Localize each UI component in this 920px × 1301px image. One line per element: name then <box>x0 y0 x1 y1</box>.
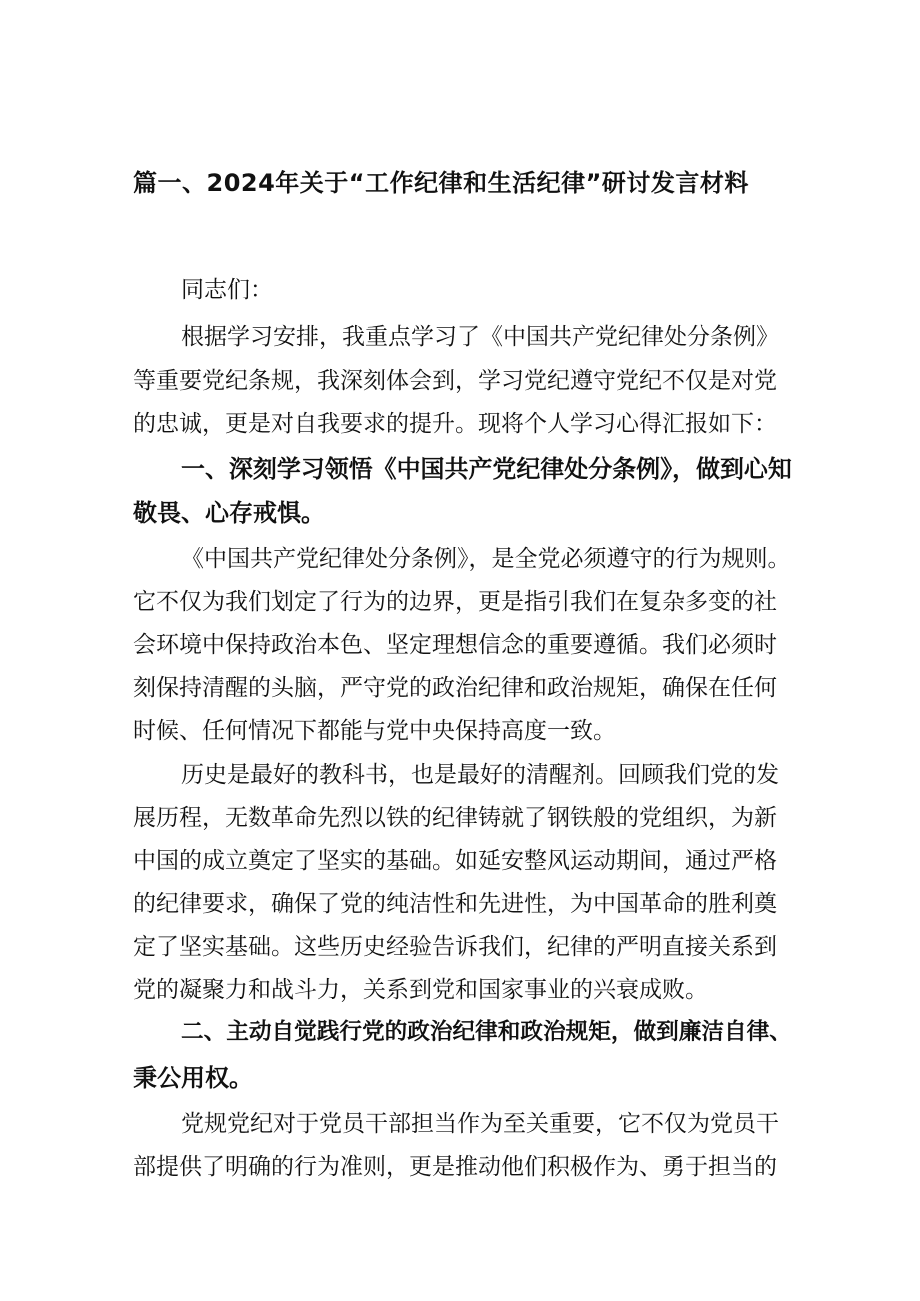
intro-line: 等重要党纪条规，我深刻体会到，学习党纪遵守党纪不仅是对党 <box>133 368 777 394</box>
body-line: 党的凝聚力和战斗力，关系到党和国家事业的兴衰成败。 <box>133 977 708 1003</box>
section-heading-2: 二、主动自觉践行党的政治纪律和政治规矩，做到廉洁自律、 <box>181 1019 792 1045</box>
body-line: 部提供了明确的行为准则，更是推动他们积极作为、勇于担当的 <box>133 1154 777 1180</box>
body-line: 刻保持清醒的头脑，严守党的政治纪律和政治规矩，确保在任何 <box>133 675 777 701</box>
body-line: 展历程，无数革命先烈以铁的纪律铸就了钢铁般的党组织，为新 <box>133 805 777 831</box>
section-heading-1: 一、深刻学习领悟《中国共产党纪律处分条例》，做到心知 <box>181 455 792 483</box>
body-line: 中国的成立奠定了坚实的基础。如延安整风运动期间，通过严格 <box>133 848 777 874</box>
body-line: 它不仅为我们划定了行为的边界，更是指引我们在复杂多变的社 <box>133 589 777 615</box>
body-line: 历史是最好的教科书，也是最好的清醒剂。回顾我们党的发 <box>181 762 779 788</box>
body-line: 《中国共产党纪律处分条例》，是全党必须遵守的行为规则。 <box>181 546 791 572</box>
salutation: 同志们： <box>181 277 273 303</box>
section-heading-1: 敬畏、心存戒惧。 <box>133 499 325 527</box>
body-line: 会环境中保持政治本色、坚定理想信念的重要遵循。我们必须时 <box>133 632 777 658</box>
intro-line: 的忠诚，更是对自我要求的提升。现将个人学习心得汇报如下： <box>133 411 777 437</box>
section-heading-2: 秉公用权。 <box>133 1064 253 1092</box>
body-line: 党规党纪对于党员干部担当作为至关重要，它不仅为党员干 <box>181 1111 779 1137</box>
body-line: 时候、任何情况下都能与党中央保持高度一致。 <box>133 718 616 744</box>
document-title: 篇一、2024年关于“工作纪律和生活纪律”研讨发言材料 <box>133 169 749 197</box>
body-line: 的纪律要求，确保了党的纯洁性和先进性，为中国革命的胜利奠 <box>133 891 777 917</box>
intro-line: 根据学习安排，我重点学习了《中国共产党纪律处分条例》 <box>181 324 779 350</box>
body-line: 定了坚实基础。这些历史经验告诉我们，纪律的严明直接关系到 <box>133 934 777 960</box>
